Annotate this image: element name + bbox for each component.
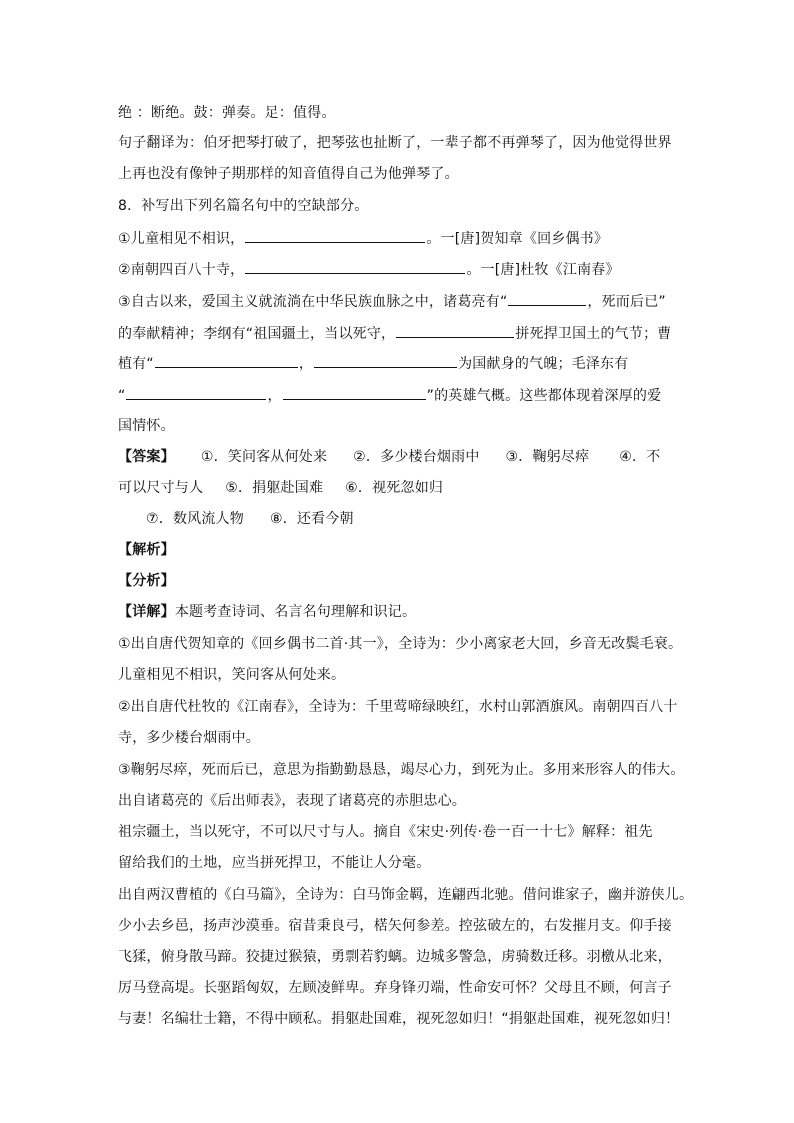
text-fragment: ”的英雄气概。这些都体现着深厚的爱 [426,388,662,404]
detail-tag: 【详解】 [118,604,175,620]
answer-item: ⑦．数风流人物 [146,511,244,527]
answer-blank [245,228,425,243]
text-line: 上再也没有像钟子期那样的知音值得自己为他弹琴了。 [118,166,459,182]
text-line: ③鞠躬尽瘁，死而后已，意思为指勤勤恳恳，竭尽心力，到死为止。多用来形容人的伟大。 [118,762,685,778]
detail-line [118,602,698,622]
answer-item: ②．多少楼台烟雨中 [353,449,480,465]
fill-line-6 [118,385,698,405]
text-line: 寺，多少楼台烟雨中。 [118,730,260,746]
text-fragment: ， [298,356,314,372]
text-line: 出自诸葛亮的《后出师表》，表现了诸葛亮的赤胆忠心。 [118,793,466,809]
text-line: 飞猱，俯身散马蹄。狡捷过猴猿，勇剽若豹螭。边城多警急，虏骑数迁移。羽檄从北来， [118,949,672,965]
analysis-subheading: 【分析】 [118,573,175,589]
answer-item: ③．鞠躬尽瘁 [505,449,590,465]
question-heading: 8．补写出下列名篇名句中的空缺部分。 [118,198,369,214]
answer-tag: 【答案】 [118,449,175,465]
answer-blank [508,291,586,306]
text-fragment: 。一[唐]杜牧《江南春》 [466,262,620,278]
answer-blank [396,323,514,338]
text-fragment: ③自古以来，爱国主义就流淌在中华民族血脉之中，诸葛亮有“ [118,294,508,310]
text-line: 留给我们的土地，应当拼死捍卫，不能让人分毫。 [118,855,431,871]
text-line: 儿童相见不相识，笑问客从何处来。 [118,667,346,683]
fill-line-5 [118,353,698,373]
text-line: 句子翻译为：伯牙把琴打破了，把琴弦也扯断了，一辈子都不再弹琴了，因为他觉得世界 [118,135,672,151]
text-fragment: 本题考查诗词、名言名句理解和识记。 [174,604,417,620]
answer-line-3 [146,509,726,529]
answer-item: ⑤．捐躯赴国难 [225,480,324,496]
answer-blank [155,353,298,368]
analysis-heading: 【解析】 [118,542,175,558]
text-line: 与妻！名编壮士籍，不得中顾私。捐躯赴国难，视死忽如归！“捐躯赴国难，视死忽如归！ [118,1011,680,1027]
answer-item: ⑧．还看今朝 [269,511,354,527]
fill-line-1 [118,228,698,248]
fill-line-2 [118,259,698,279]
answer-blank [245,259,465,274]
answer-blank [283,385,426,400]
text-line: 祖宗疆土，当以死守，不可以尺寸与人。摘自《宋史·列传·卷一百一十七》解释：祖先 [118,824,653,840]
text-line: 出自两汉曹植的《白马篇》，全诗为：白马饰金羁，连翩西北驰。借问谁家子，幽并游侠儿。 [118,887,694,903]
text-fragment: ②南朝四百八十寺， [118,262,245,278]
answer-item: ⑥．视死忽如归 [345,480,444,496]
text-fragment: 。一[唐]贺知章《回乡偶书》 [426,231,609,247]
answer-item: ④．不 [619,449,661,465]
answer-item: 可以尺寸与人 [118,480,204,496]
text-fragment: 为国献身的气魄；毛泽东有 [458,356,629,372]
answer-line-2 [118,478,698,498]
answer-blank [126,385,266,400]
text-line: 国情怀。 [118,418,175,434]
text-fragment: 植有“ [118,356,154,372]
text-line: 厉马登高堤。长驱蹈匈奴，左顾凌鲜卑。弃身锋刃端，性命安可怀？父母且不顾，何言子 [118,980,672,996]
text-fragment: ①儿童相见不相识， [118,231,245,247]
text-fragment: ，死而后已” [587,294,666,310]
answer-item: ①．笑问客从何处来 [200,449,328,465]
answer-blank [314,353,457,368]
fill-line-3 [118,291,698,311]
fill-line-4 [118,323,698,343]
text-fragment: ， [267,388,282,404]
text-line: 少小去乡邑，扬声沙漠垂。宿昔秉良弓，楛矢何参差。控弦破左的，右发摧月支。仰手接 [118,918,672,934]
answer-line-1 [118,447,698,467]
text-fragment: 的奉献精神；李纲有“祖国疆土，当以死守， [118,326,396,342]
text-line: 绝 ：断绝。鼓：弹奏。足：值得。 [118,105,336,121]
text-line: ①出自唐代贺知章的《回乡偶书二首·其一》，全诗为：少小离家老大回，乡音无改鬓毛衰。 [118,636,683,652]
text-fragment: 拼死捍卫国土的气节；曹 [515,326,672,342]
text-line: ②出自唐代杜牧的《江南春》，全诗为：千里莺啼绿映红，水村山郭酒旗风。南朝四百八十 [118,699,678,715]
text-fragment: “ [118,388,126,404]
